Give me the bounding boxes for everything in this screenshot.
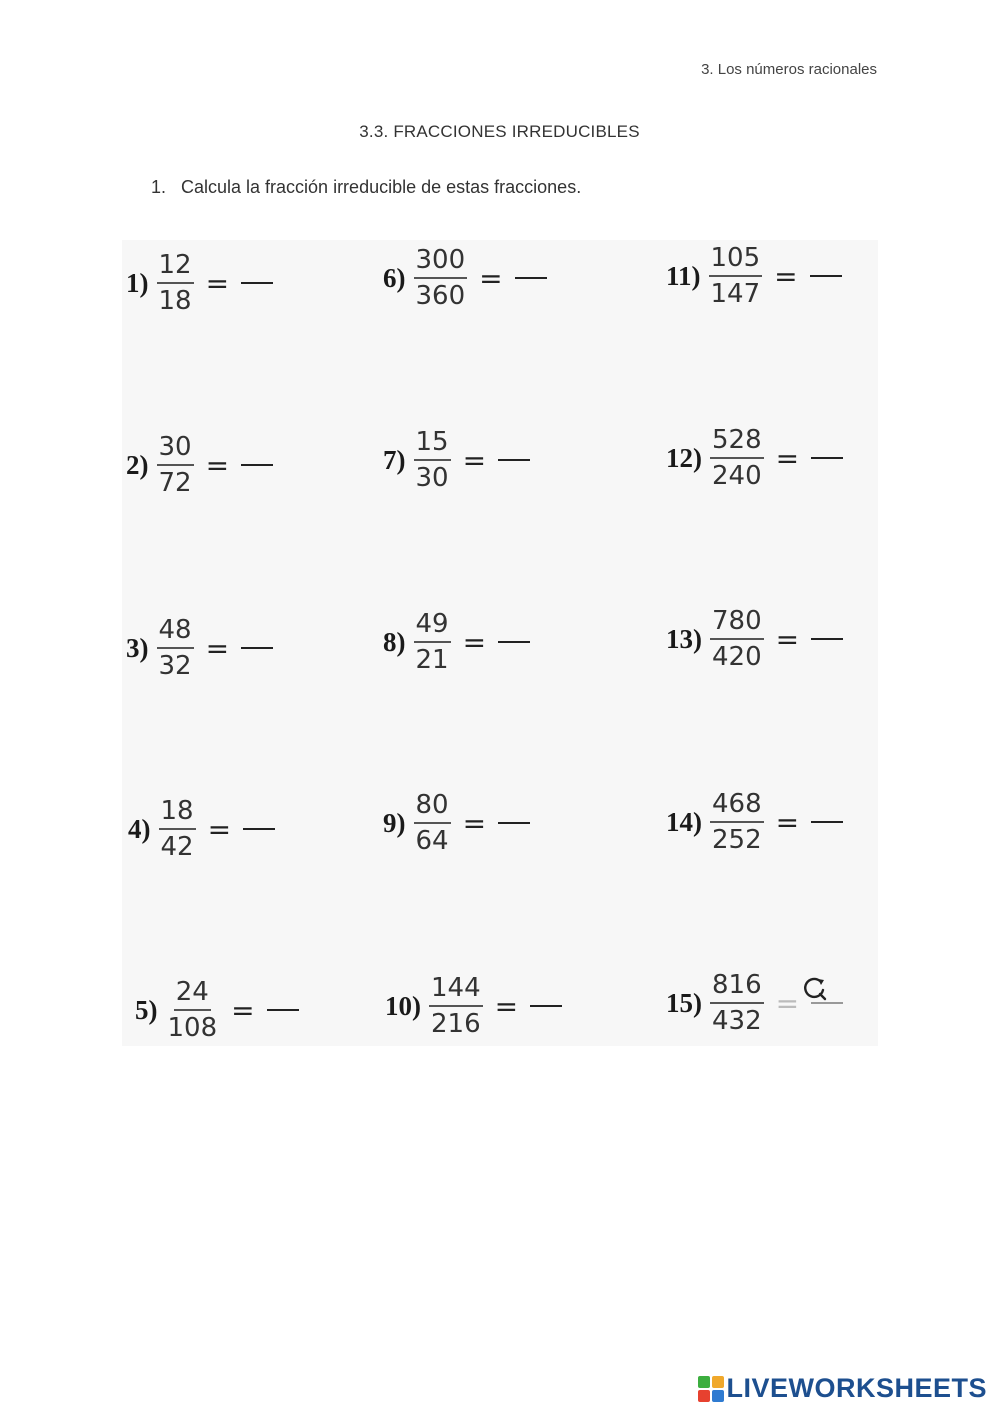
numerator: 780 <box>710 608 764 640</box>
exercise-number: 13) <box>666 623 702 654</box>
answer-blank[interactable] <box>515 277 547 279</box>
exercise-number: 12) <box>666 442 702 473</box>
fraction <box>710 608 764 670</box>
answer-blank[interactable] <box>498 822 530 824</box>
exercise-12 <box>666 427 843 489</box>
exercise-number: 3) <box>126 632 149 663</box>
numerator: 15 <box>414 429 451 461</box>
denominator: 360 <box>415 281 466 311</box>
numerator: 48 <box>157 617 194 649</box>
denominator: 72 <box>158 468 192 498</box>
equals-sign: = <box>231 993 255 1027</box>
answer-blank[interactable] <box>811 821 843 823</box>
denominator: 21 <box>415 645 449 675</box>
exercise-number: 9) <box>383 807 406 838</box>
denominator: 420 <box>712 642 762 672</box>
section-title: 3.3. FRACCIONES IRREDUCIBLES <box>359 122 640 141</box>
exercise-8 <box>383 611 530 673</box>
equals-sign: = <box>462 443 487 477</box>
answer-blank[interactable] <box>811 638 843 640</box>
exercise-number: 8) <box>383 626 406 657</box>
numerator: 528 <box>710 427 764 459</box>
denominator: 42 <box>160 832 194 862</box>
denominator: 18 <box>158 286 192 316</box>
exercise-number: 15) <box>666 987 702 1018</box>
fraction <box>414 611 451 673</box>
fraction <box>166 979 220 1041</box>
exercise-number: 4) <box>128 813 151 844</box>
liveworksheets-logo-icon <box>698 1376 724 1402</box>
fraction <box>414 247 468 309</box>
equals-sign: = <box>462 806 487 840</box>
numerator: 80 <box>414 792 451 824</box>
numerator: 12 <box>157 252 194 284</box>
fraction <box>157 617 194 679</box>
denominator: 64 <box>415 826 449 856</box>
fraction <box>709 245 763 307</box>
numerator: 24 <box>174 979 211 1011</box>
equals-sign: = <box>479 261 503 295</box>
exercise-number: 5) <box>135 994 158 1025</box>
answer-blank[interactable] <box>241 282 273 284</box>
instruction <box>151 177 581 198</box>
fraction <box>414 792 451 854</box>
equals-sign: = <box>774 259 798 293</box>
exercise-number: 7) <box>383 444 406 475</box>
answer-blank[interactable] <box>243 828 275 830</box>
numerator: 30 <box>157 434 194 466</box>
answer-blank[interactable] <box>498 459 530 461</box>
fraction <box>710 427 764 489</box>
fraction <box>710 791 764 853</box>
exercise-4 <box>128 798 275 860</box>
answer-blank[interactable] <box>530 1005 562 1007</box>
numerator: 468 <box>710 791 764 823</box>
numerator: 144 <box>429 975 483 1007</box>
equals-sign: = <box>205 448 230 482</box>
fraction <box>414 429 451 491</box>
denominator: 32 <box>158 651 192 681</box>
exercise-5 <box>135 979 299 1041</box>
answer-blank[interactable] <box>498 641 530 643</box>
exercise-number: 1) <box>126 267 149 298</box>
denominator: 147 <box>710 279 761 309</box>
equals-sign: = <box>207 812 232 846</box>
numerator: 49 <box>414 611 451 643</box>
exercise-3 <box>126 617 273 679</box>
denominator: 108 <box>167 1013 218 1043</box>
exercise-number: 11) <box>666 260 701 291</box>
fraction <box>429 975 483 1037</box>
denominator: 252 <box>712 825 762 855</box>
numerator: 300 <box>414 247 468 279</box>
equals-sign: = <box>775 805 800 839</box>
exercise-9 <box>383 792 530 854</box>
brand-name: LIVEWORKSHEETS <box>726 1373 987 1403</box>
denominator: 30 <box>415 463 449 493</box>
fraction <box>159 798 196 860</box>
exercise-11 <box>666 245 842 307</box>
exercise-number: 6) <box>383 262 406 293</box>
exercise-number: 2) <box>126 449 149 480</box>
chapter-header: 3. Los números racionales <box>701 61 877 78</box>
exercise-number: 14) <box>666 806 702 837</box>
numerator: 105 <box>709 245 763 277</box>
equals-sign: = <box>775 986 800 1020</box>
denominator: 216 <box>431 1009 481 1039</box>
numerator: 18 <box>159 798 196 830</box>
answer-blank[interactable] <box>810 275 842 277</box>
fraction <box>710 972 764 1034</box>
equals-sign: = <box>775 441 800 475</box>
exercise-6 <box>383 247 547 309</box>
instruction-text: Calcula la fracción irreducible de estas fracciones. <box>181 177 582 197</box>
exercise-10 <box>385 975 562 1037</box>
answer-blank[interactable] <box>811 457 843 459</box>
liveworksheets-logo <box>698 1373 987 1404</box>
denominator: 432 <box>712 1006 762 1036</box>
equals-sign: = <box>205 266 230 300</box>
exercise-2 <box>126 434 273 496</box>
denominator: 240 <box>712 461 762 491</box>
numerator: 816 <box>710 972 764 1004</box>
refresh-icon[interactable] <box>801 974 829 1002</box>
equals-sign: = <box>205 631 230 665</box>
fraction <box>157 252 194 314</box>
equals-sign: = <box>775 622 800 656</box>
answer-blank[interactable] <box>241 647 273 649</box>
equals-sign: = <box>462 625 487 659</box>
exercise-7 <box>383 429 530 491</box>
answer-blank[interactable] <box>241 464 273 466</box>
answer-blank[interactable] <box>811 1002 843 1004</box>
fraction <box>157 434 194 496</box>
exercise-number: 10) <box>385 990 421 1021</box>
equals-sign: = <box>494 989 519 1023</box>
exercise-1 <box>126 252 273 314</box>
instruction-number: 1. <box>151 177 167 197</box>
answer-blank[interactable] <box>267 1009 299 1011</box>
exercise-13 <box>666 608 843 670</box>
exercise-14 <box>666 791 843 853</box>
